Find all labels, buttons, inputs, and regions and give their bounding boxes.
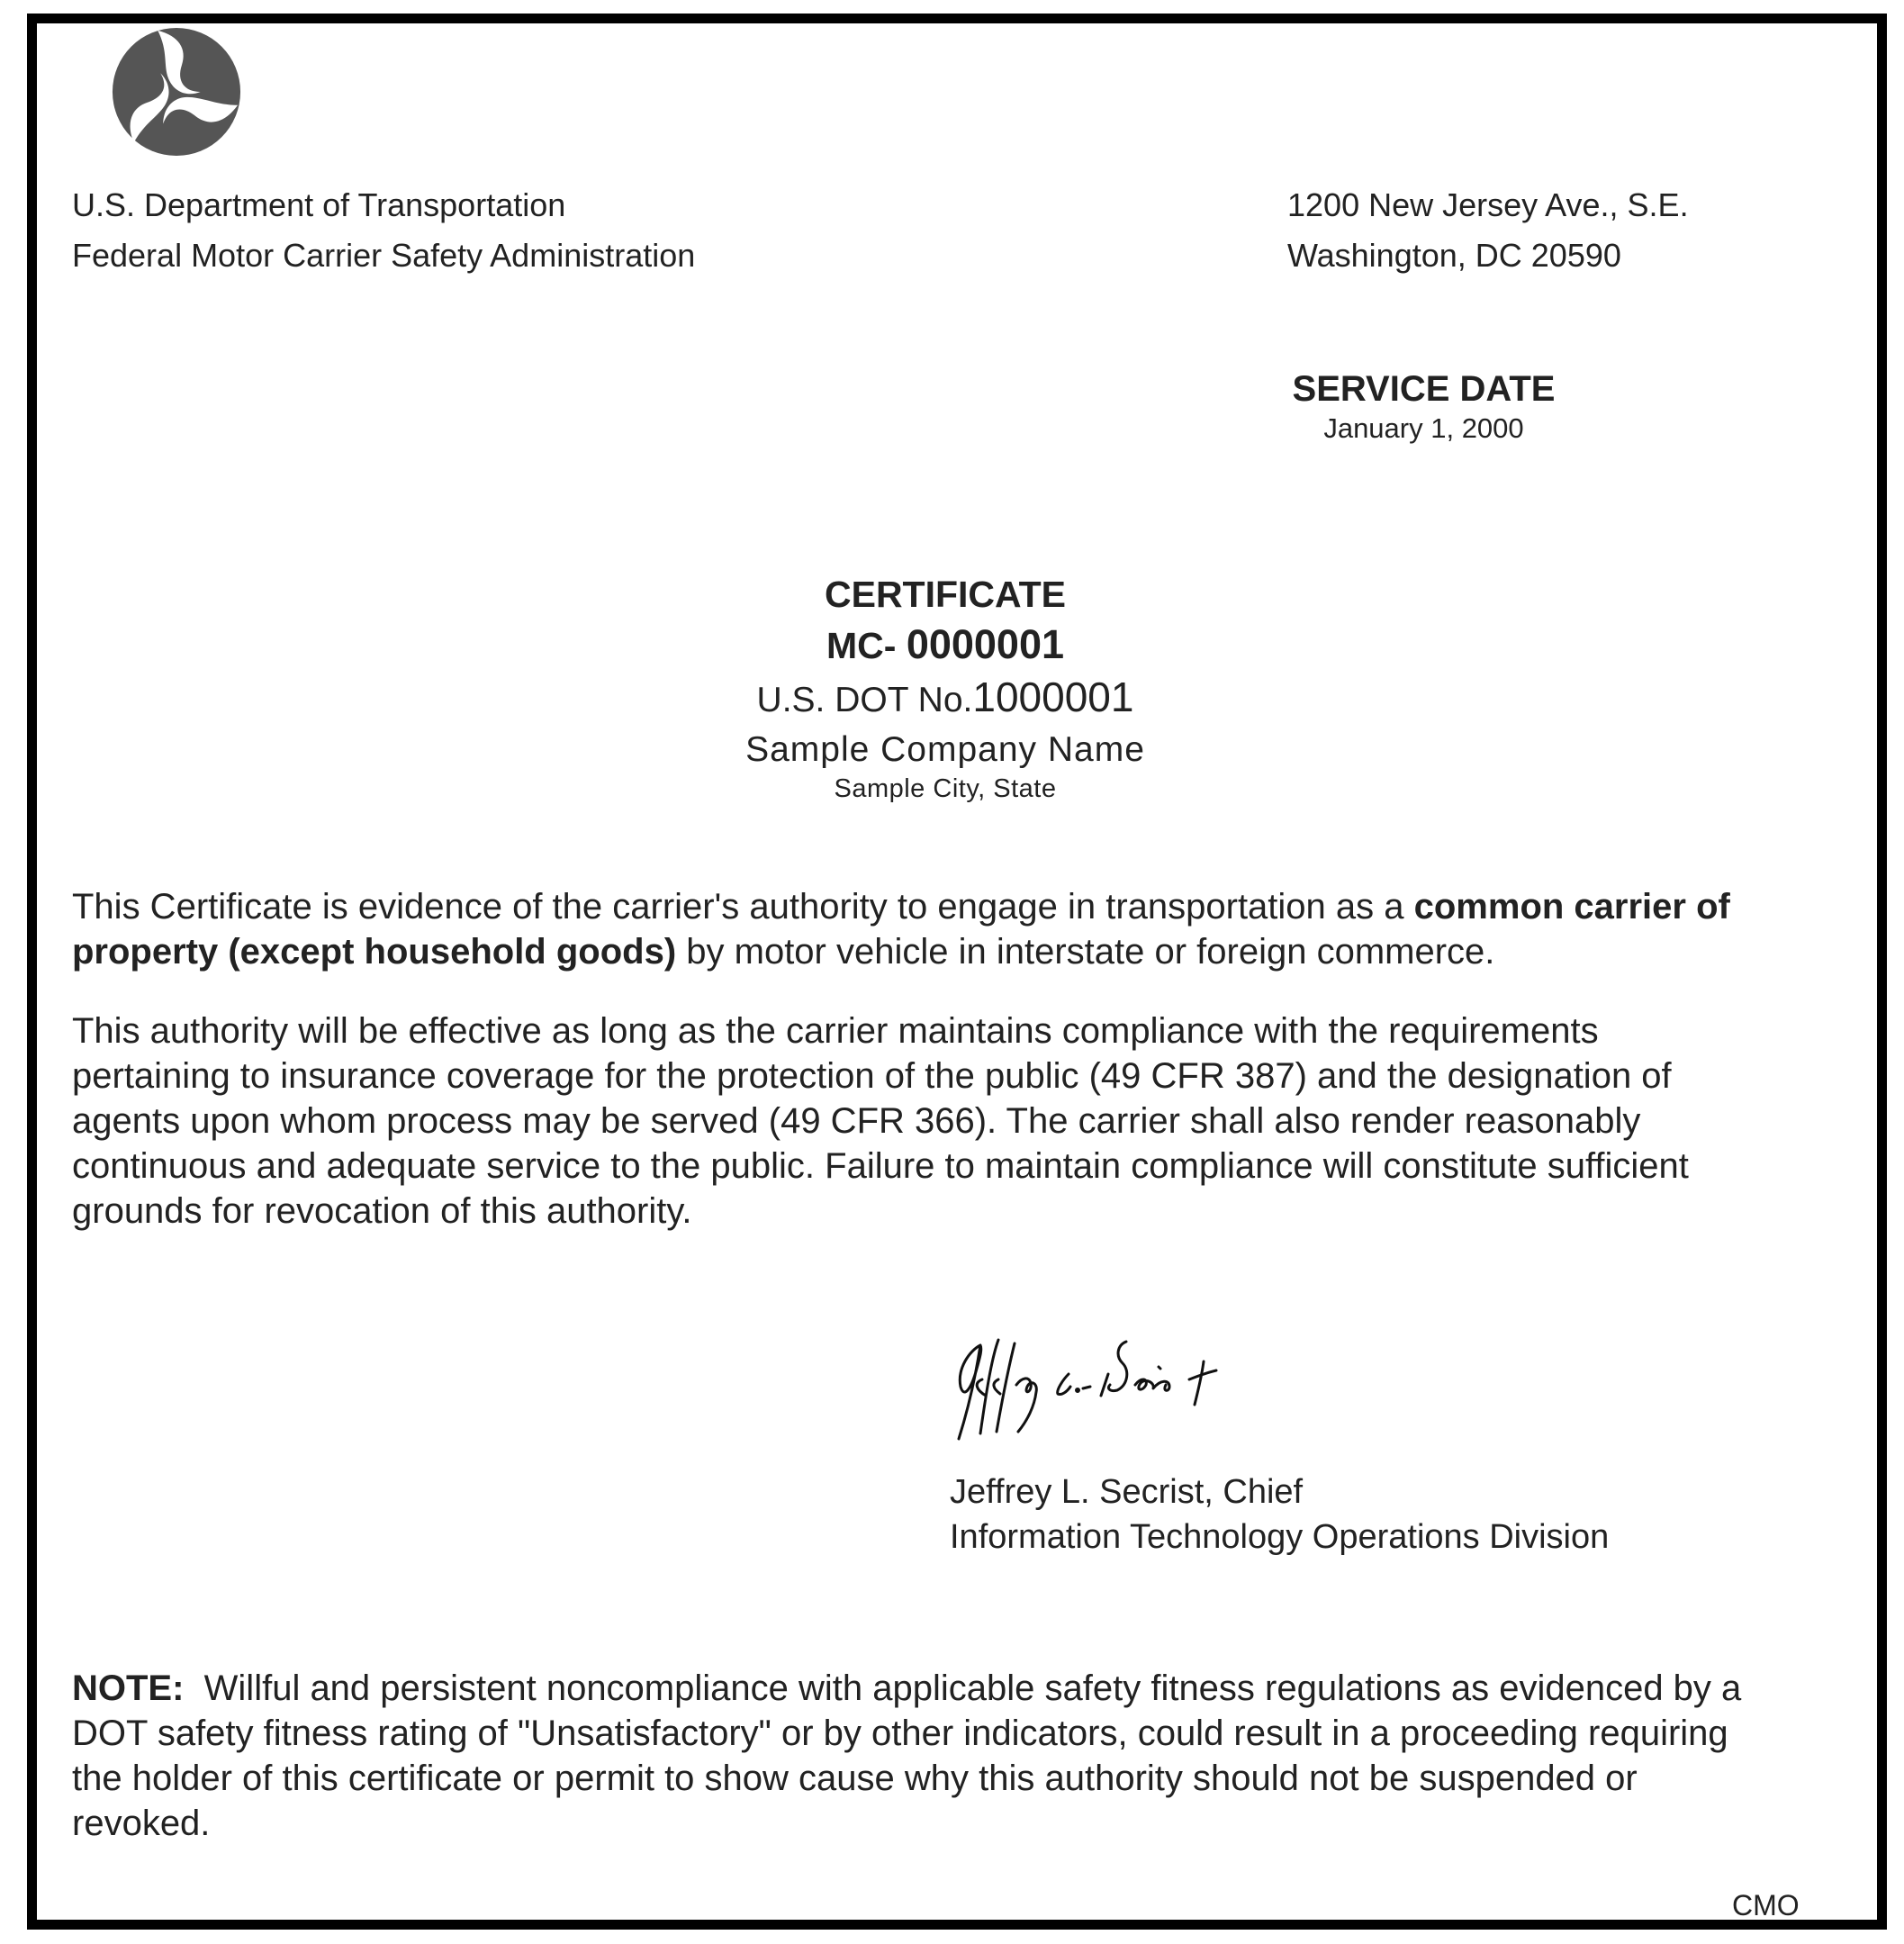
authority-text: This Certificate is evidence of the carrier's authority to engage in transportation as a (72, 887, 1414, 927)
compliance-line: continuous and adequate service to the public. Failure to maintain compliance will constitute sufficient (72, 1146, 1689, 1186)
note-line-1 (72, 1666, 1863, 1711)
compliance-paragraph (72, 1008, 1863, 1234)
signer-block (950, 1469, 1609, 1560)
mc-prefix: MC- (826, 625, 897, 666)
signer-name: Jeffrey L. Secrist, Chief (950, 1473, 1304, 1511)
agency-block (72, 180, 695, 281)
authority-text-2: by motor vehicle in interstate or foreign commerce. (676, 932, 1495, 972)
note-paragraph (72, 1666, 1863, 1846)
certificate-title-block (500, 569, 1391, 804)
address-city: Washington, DC 20590 (1287, 237, 1621, 274)
dot-prefix: U.S. DOT No. (756, 681, 973, 719)
authority-paragraph (72, 884, 1863, 974)
address-block (1287, 180, 1689, 281)
agency-administration: Federal Motor Carrier Safety Administration (72, 237, 696, 274)
compliance-line: This authority will be effective as long as the carrier maintains compliance with the requirements (72, 1011, 1599, 1051)
footer-code: CMO (1732, 1889, 1800, 1921)
note-label: NOTE: (72, 1668, 185, 1708)
note-line: the holder of this certificate or permit to show cause why this authority should not be suspended or (72, 1759, 1638, 1798)
compliance-line: pertaining to insurance coverage for the protection of the public (49 CFR 387) and the designation of (72, 1056, 1672, 1096)
dot-logo-icon (110, 25, 243, 158)
authority-type-bold: common carrier of (1413, 887, 1730, 927)
certificate-title: CERTIFICATE (824, 574, 1066, 615)
service-date-value: January 1, 2000 (1323, 412, 1524, 444)
compliance-line: grounds for revocation of this authority. (72, 1191, 692, 1231)
compliance-line: agents upon whom process may be served (49 CFR 366). The carrier shall also render reasonably (72, 1101, 1641, 1141)
mc-number-line (500, 619, 1391, 671)
service-date-label: SERVICE DATE (1292, 369, 1556, 409)
note-text: Willful and persistent noncompliance with applicable safety fitness regulations as evidenced by a (184, 1668, 1742, 1708)
mc-number: 0000001 (906, 621, 1065, 667)
address-street: 1200 New Jersey Ave., S.E. (1287, 186, 1689, 223)
signature-icon (950, 1333, 1328, 1468)
service-date-block (1287, 367, 1560, 447)
authority-line-2 (72, 929, 1863, 974)
company-name: Sample Company Name (745, 730, 1145, 769)
note-line: DOT safety fitness rating of "Unsatisfactory" or by other indicators, could result in a proceeding requiring (72, 1713, 1728, 1753)
company-city-state: Sample City, State (834, 774, 1057, 803)
authority-scope-bold: property (except household goods) (72, 932, 677, 972)
agency-department: U.S. Department of Transportation (72, 186, 566, 223)
authority-line-1 (72, 884, 1863, 929)
note-line: revoked. (72, 1804, 211, 1843)
dot-number: 1000001 (972, 674, 1134, 720)
signer-division: Information Technology Operations Division (950, 1518, 1610, 1556)
dot-number-line (500, 671, 1391, 727)
